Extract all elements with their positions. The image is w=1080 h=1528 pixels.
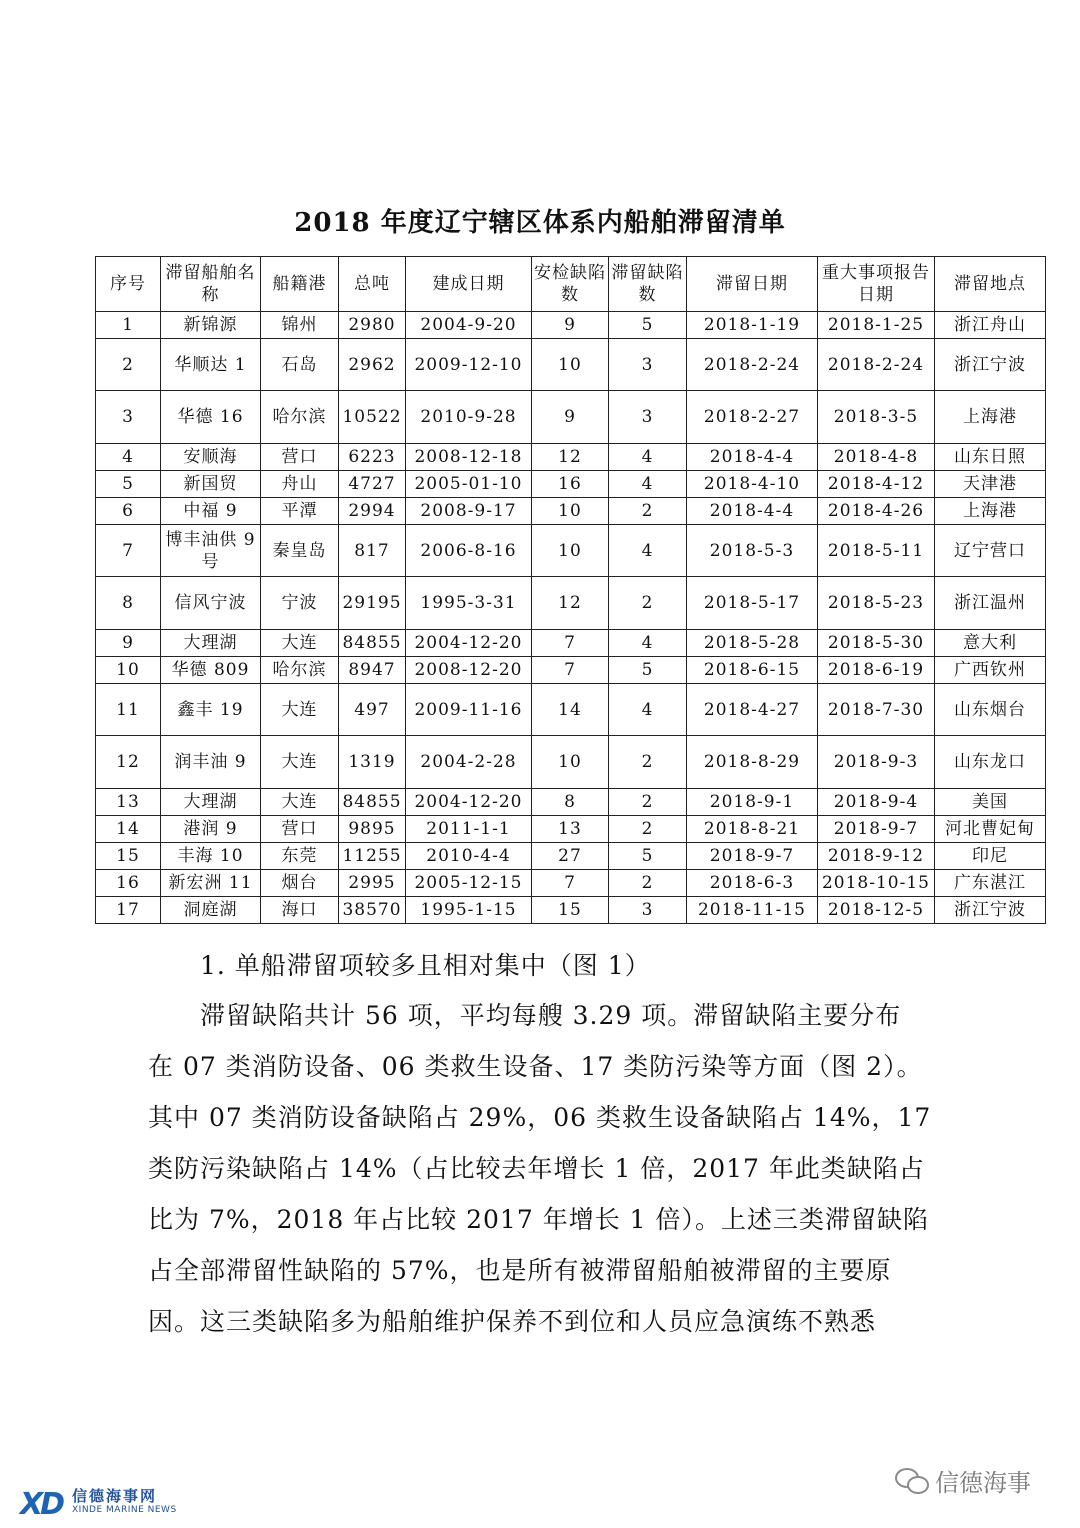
table-cell: 2018-5-11 — [818, 525, 935, 577]
table-cell: 2009-12-10 — [406, 339, 532, 391]
table-cell: 84855 — [339, 630, 406, 657]
table-cell: 16 — [96, 870, 161, 897]
table-cell: 2018-2-24 — [818, 339, 935, 391]
table-cell: 12 — [96, 736, 161, 789]
table-cell: 2011-1-1 — [406, 816, 532, 843]
table-cell: 2980 — [339, 312, 406, 339]
table-cell: 3 — [609, 339, 687, 391]
table-cell: 2995 — [339, 870, 406, 897]
table-cell: 2994 — [339, 498, 406, 525]
table-cell: 2008-12-18 — [406, 444, 532, 471]
table-cell: 2018-9-7 — [687, 843, 818, 870]
table-cell: 2018-4-10 — [687, 471, 818, 498]
table-cell: 817 — [339, 525, 406, 577]
table-cell: 新锦源 — [161, 312, 261, 339]
table-cell: 10 — [96, 657, 161, 684]
table-cell: 2005-12-15 — [406, 870, 532, 897]
detention-table — [95, 256, 1046, 924]
table-cell: 大理湖 — [161, 789, 261, 816]
table-cell: 7 — [532, 630, 609, 657]
column-header: 重大事项报告日期 — [818, 257, 935, 312]
table-cell: 锦州 — [261, 312, 339, 339]
column-header: 滞留日期 — [687, 257, 818, 312]
table-cell: 广西钦州 — [935, 657, 1046, 684]
wechat-icon — [895, 1466, 929, 1494]
table-cell: 2 — [609, 789, 687, 816]
table-cell: 84855 — [339, 789, 406, 816]
table-cell: 2 — [96, 339, 161, 391]
table-cell: 广东湛江 — [935, 870, 1046, 897]
site-logo — [20, 1485, 180, 1522]
table-cell: 7 — [532, 657, 609, 684]
table-cell: 洞庭湖 — [161, 897, 261, 924]
table-cell: 2018-2-24 — [687, 339, 818, 391]
table-cell: 5 — [96, 471, 161, 498]
table-row — [96, 657, 1046, 684]
table-cell: 3 — [609, 391, 687, 444]
table-cell: 河北曹妃甸 — [935, 816, 1046, 843]
table-row — [96, 684, 1046, 736]
table-cell: 秦皇岛 — [261, 525, 339, 577]
table-cell: 12 — [532, 577, 609, 630]
table-cell: 4 — [609, 684, 687, 736]
table-cell: 2008-12-20 — [406, 657, 532, 684]
table-cell: 安顺海 — [161, 444, 261, 471]
table-cell: 2018-4-26 — [818, 498, 935, 525]
table-cell: 3 — [609, 897, 687, 924]
table-cell: 2018-9-7 — [818, 816, 935, 843]
table-cell: 1 — [96, 312, 161, 339]
logo-english-text: XINDE MARINE NEWS — [72, 1505, 177, 1515]
table-cell: 华德 16 — [161, 391, 261, 444]
table-cell: 17 — [96, 897, 161, 924]
table-cell: 鑫丰 19 — [161, 684, 261, 736]
table-row — [96, 630, 1046, 657]
document-title: 2018 年度辽宁辖区体系内船舶滞留清单 — [294, 208, 786, 238]
paragraph-line: 其中 07 类消防设备缺陷占 29%，06 类救生设备缺陷占 14%，17 — [148, 1103, 932, 1132]
table-cell: 2018-6-19 — [818, 657, 935, 684]
table-cell: 舟山 — [261, 471, 339, 498]
table-cell: 2018-5-23 — [818, 577, 935, 630]
table-cell: 2018-3-5 — [818, 391, 935, 444]
table-cell: 2004-12-20 — [406, 630, 532, 657]
table-cell: 2018-7-30 — [818, 684, 935, 736]
table-row — [96, 870, 1046, 897]
table-cell: 浙江宁波 — [935, 897, 1046, 924]
table-cell: 丰海 10 — [161, 843, 261, 870]
column-header: 滞留缺陷数 — [609, 257, 687, 312]
table-row — [96, 339, 1046, 391]
table-cell: 10 — [532, 736, 609, 789]
table-cell: 15 — [96, 843, 161, 870]
table-cell: 4727 — [339, 471, 406, 498]
paragraph-line: 比为 7%，2018 年占比较 2017 年增长 1 倍）。上述三类滞留缺陷 — [148, 1205, 929, 1234]
table-cell: 8 — [96, 577, 161, 630]
table-cell: 10 — [532, 339, 609, 391]
table-cell: 9895 — [339, 816, 406, 843]
table-cell: 山东烟台 — [935, 684, 1046, 736]
table-cell: 4 — [96, 444, 161, 471]
table-cell: 2018-1-19 — [687, 312, 818, 339]
table-row — [96, 736, 1046, 789]
table-row — [96, 498, 1046, 525]
table-row — [96, 843, 1046, 870]
table-cell: 2 — [609, 870, 687, 897]
table-header-row — [96, 257, 1046, 312]
table-cell: 2010-4-4 — [406, 843, 532, 870]
logo-mark: XD — [20, 1487, 63, 1522]
table-cell: 2018-11-15 — [687, 897, 818, 924]
table-cell: 华德 809 — [161, 657, 261, 684]
table-cell: 8947 — [339, 657, 406, 684]
table-cell: 2018-4-4 — [687, 444, 818, 471]
table-cell: 2018-5-28 — [687, 630, 818, 657]
table-cell: 29195 — [339, 577, 406, 630]
table-row — [96, 577, 1046, 630]
column-header: 序号 — [96, 257, 161, 312]
table-cell: 浙江温州 — [935, 577, 1046, 630]
table-cell: 4 — [609, 525, 687, 577]
table-cell: 烟台 — [261, 870, 339, 897]
table-cell: 2 — [609, 736, 687, 789]
paragraph-line: 滞留缺陷共计 56 项，平均每艘 3.29 项。滞留缺陷主要分布 — [200, 1001, 902, 1030]
table-cell: 印尼 — [935, 843, 1046, 870]
table-cell: 哈尔滨 — [261, 657, 339, 684]
table-cell: 2018-4-4 — [687, 498, 818, 525]
table-cell: 4 — [609, 630, 687, 657]
table-cell: 上海港 — [935, 498, 1046, 525]
table-row — [96, 444, 1046, 471]
table-cell: 华顺达 1 — [161, 339, 261, 391]
table-cell: 4 — [609, 444, 687, 471]
table-cell: 9 — [532, 391, 609, 444]
table-cell: 哈尔滨 — [261, 391, 339, 444]
table-cell: 海口 — [261, 897, 339, 924]
table-row — [96, 816, 1046, 843]
paragraph-line: 因。这三类缺陷多为船舶维护保养不到位和人员应急演练不熟悉 — [148, 1307, 877, 1336]
table-cell: 5 — [609, 843, 687, 870]
table-cell: 营口 — [261, 816, 339, 843]
table-row — [96, 897, 1046, 924]
table-cell: 12 — [532, 444, 609, 471]
column-header: 滞留地点 — [935, 257, 1046, 312]
table-cell: 浙江宁波 — [935, 339, 1046, 391]
table-cell: 山东龙口 — [935, 736, 1046, 789]
table-cell: 大连 — [261, 736, 339, 789]
table-cell: 2018-2-27 — [687, 391, 818, 444]
table-cell: 2018-6-15 — [687, 657, 818, 684]
table-cell: 2008-9-17 — [406, 498, 532, 525]
table-cell: 2 — [609, 577, 687, 630]
table-cell: 营口 — [261, 444, 339, 471]
table-cell: 新宏洲 11 — [161, 870, 261, 897]
table-cell: 2962 — [339, 339, 406, 391]
table-cell: 1995-1-15 — [406, 897, 532, 924]
table-cell: 9 — [96, 630, 161, 657]
column-header: 船籍港 — [261, 257, 339, 312]
table-cell: 2004-2-28 — [406, 736, 532, 789]
table-cell: 2004-9-20 — [406, 312, 532, 339]
table-cell: 9 — [532, 312, 609, 339]
column-header: 安检缺陷数 — [532, 257, 609, 312]
table-cell: 意大利 — [935, 630, 1046, 657]
table-cell: 13 — [96, 789, 161, 816]
table-cell: 38570 — [339, 897, 406, 924]
table-cell: 2018-10-15 — [818, 870, 935, 897]
table-cell: 10 — [532, 525, 609, 577]
table-row — [96, 525, 1046, 577]
table-cell: 2006-8-16 — [406, 525, 532, 577]
table-cell: 上海港 — [935, 391, 1046, 444]
table-cell: 7 — [532, 870, 609, 897]
table-cell: 3 — [96, 391, 161, 444]
table-cell: 平潭 — [261, 498, 339, 525]
paragraph-line: 在 07 类消防设备、06 类救生设备、17 类防污染等方面（图 2）。 — [148, 1052, 923, 1081]
table-cell: 2009-11-16 — [406, 684, 532, 736]
table-cell: 14 — [96, 816, 161, 843]
section-heading: 1. 单船滞留项较多且相对集中（图 1） — [200, 951, 651, 980]
table-cell: 石岛 — [261, 339, 339, 391]
table-cell: 6 — [96, 498, 161, 525]
table-cell: 2018-9-4 — [818, 789, 935, 816]
table-cell: 8 — [532, 789, 609, 816]
column-header: 建成日期 — [406, 257, 532, 312]
wechat-account-name: 信德海事 — [935, 1468, 1031, 1497]
table-cell: 497 — [339, 684, 406, 736]
table-row — [96, 312, 1046, 339]
table-cell: 2018-9-1 — [687, 789, 818, 816]
table-cell: 2018-1-25 — [818, 312, 935, 339]
table-cell: 5 — [609, 657, 687, 684]
table-cell: 15 — [532, 897, 609, 924]
column-header: 总吨 — [339, 257, 406, 312]
paragraph-line: 占全部滞留性缺陷的 57%，也是所有被滞留船舶被滞留的主要原 — [148, 1256, 892, 1285]
table-cell: 美国 — [935, 789, 1046, 816]
table-cell: 16 — [532, 471, 609, 498]
table-cell: 2018-9-3 — [818, 736, 935, 789]
table-cell: 新国贸 — [161, 471, 261, 498]
table-row — [96, 471, 1046, 498]
table-cell: 2018-5-3 — [687, 525, 818, 577]
paragraph-line: 类防污染缺陷占 14%（占比较去年增长 1 倍，2017 年此类缺陷占 — [148, 1154, 925, 1183]
table-cell: 大理湖 — [161, 630, 261, 657]
table-cell: 2018-6-3 — [687, 870, 818, 897]
table-cell: 6223 — [339, 444, 406, 471]
logo-chinese-text: 信德海事网 — [72, 1487, 158, 1505]
table-cell: 1995-3-31 — [406, 577, 532, 630]
table-cell: 润丰油 9 — [161, 736, 261, 789]
table-cell: 宁波 — [261, 577, 339, 630]
table-cell: 2 — [609, 498, 687, 525]
table-cell: 东莞 — [261, 843, 339, 870]
table-cell: 2018-5-30 — [818, 630, 935, 657]
wechat-watermark — [895, 1462, 1031, 1498]
table-cell: 中福 9 — [161, 498, 261, 525]
table-cell: 10522 — [339, 391, 406, 444]
table-cell: 4 — [609, 471, 687, 498]
table-cell: 博丰油供 9 号 — [161, 525, 261, 577]
table-cell: 2004-12-20 — [406, 789, 532, 816]
table-cell: 14 — [532, 684, 609, 736]
table-cell: 辽宁营口 — [935, 525, 1046, 577]
table-cell: 浙江舟山 — [935, 312, 1046, 339]
table-cell: 1319 — [339, 736, 406, 789]
table-cell: 2 — [609, 816, 687, 843]
table-cell: 11 — [96, 684, 161, 736]
table-cell: 信风宁波 — [161, 577, 261, 630]
table-cell: 10 — [532, 498, 609, 525]
table-cell: 大连 — [261, 789, 339, 816]
table-cell: 2018-8-29 — [687, 736, 818, 789]
table-cell: 天津港 — [935, 471, 1046, 498]
table-cell: 2018-4-27 — [687, 684, 818, 736]
table-cell: 2018-9-12 — [818, 843, 935, 870]
table-cell: 2018-5-17 — [687, 577, 818, 630]
table-cell: 2018-4-8 — [818, 444, 935, 471]
table-cell: 港润 9 — [161, 816, 261, 843]
table-cell: 7 — [96, 525, 161, 577]
table-cell: 2018-12-5 — [818, 897, 935, 924]
table-row — [96, 391, 1046, 444]
column-header: 滞留船舶名称 — [161, 257, 261, 312]
table-cell: 11255 — [339, 843, 406, 870]
table-cell: 2018-8-21 — [687, 816, 818, 843]
table-cell: 2018-4-12 — [818, 471, 935, 498]
table-cell: 27 — [532, 843, 609, 870]
table-cell: 山东日照 — [935, 444, 1046, 471]
table-cell: 5 — [609, 312, 687, 339]
table-cell: 大连 — [261, 630, 339, 657]
table-cell: 大连 — [261, 684, 339, 736]
table-row — [96, 789, 1046, 816]
table-cell: 13 — [532, 816, 609, 843]
table-cell: 2005-01-10 — [406, 471, 532, 498]
table-body — [96, 312, 1046, 924]
table-cell: 2010-9-28 — [406, 391, 532, 444]
